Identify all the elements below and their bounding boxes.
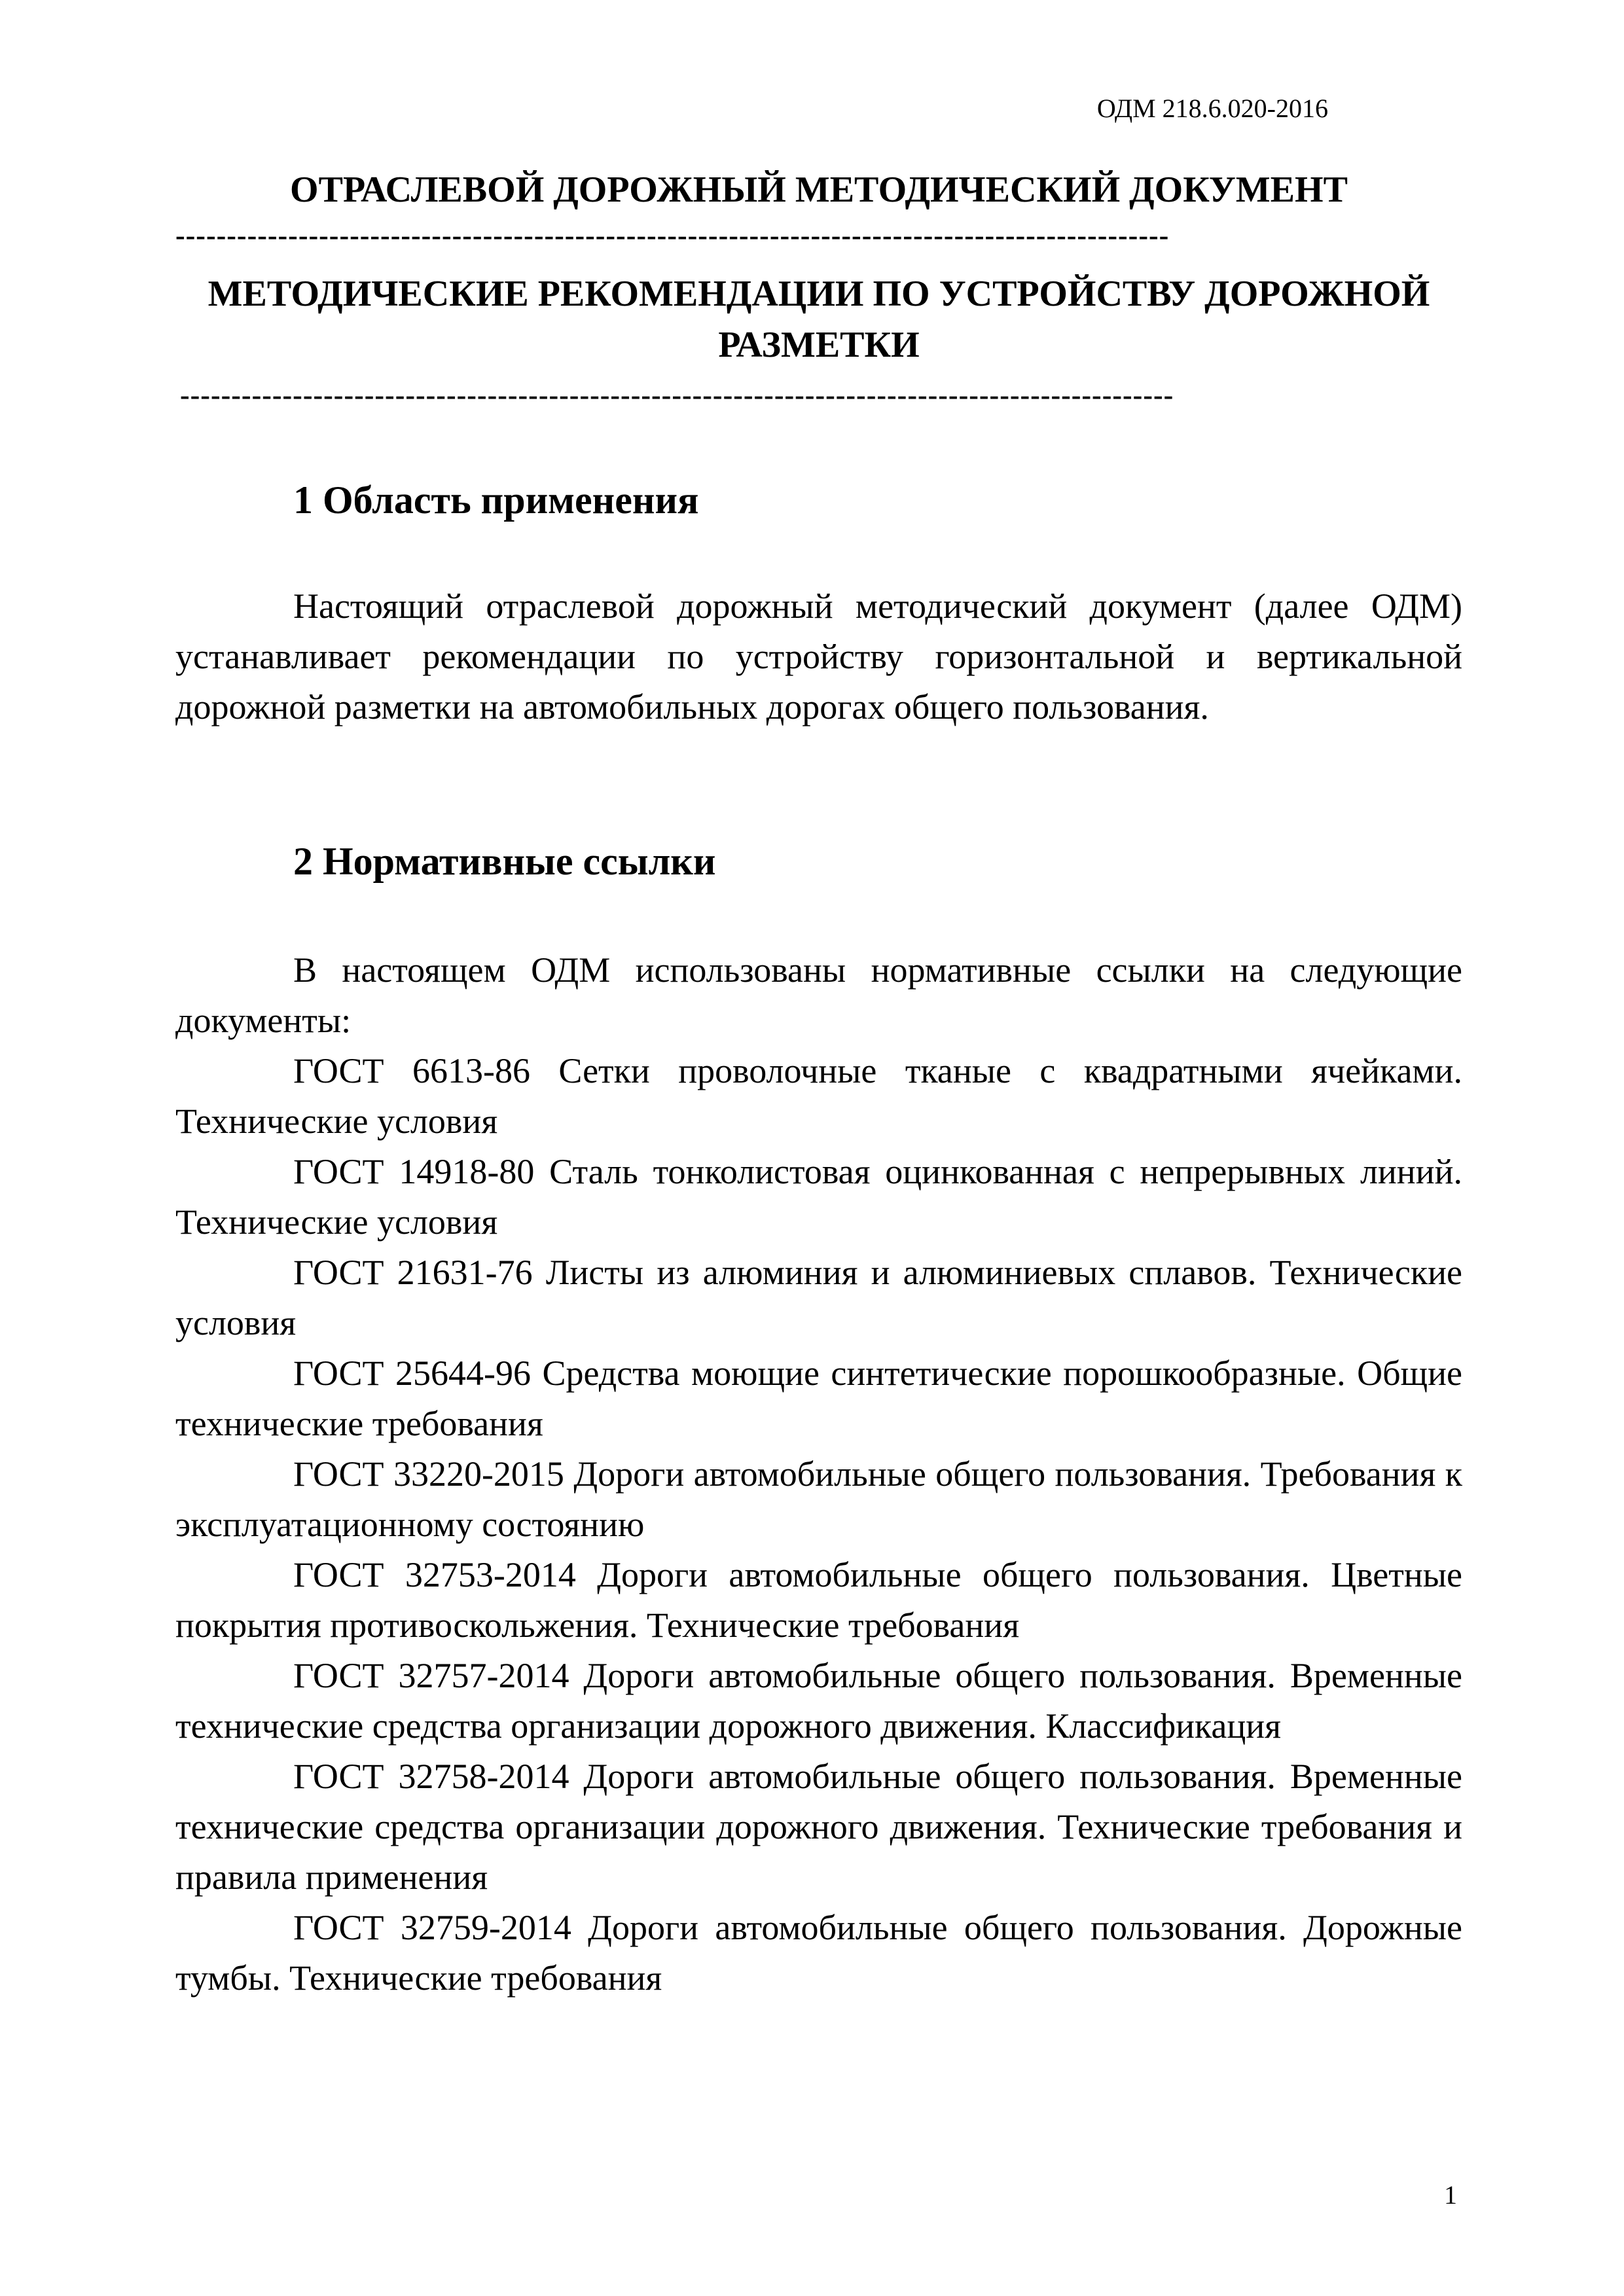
reference-item: ГОСТ 32753-2014 Дороги автомобильные общего пользования. Цветные покрытия противоскольжения. Технические требования — [175, 1555, 1462, 1645]
reference-item: ГОСТ 25644-96 Средства моющие синтетические порошкообразные. Общие технические требования — [175, 1354, 1462, 1443]
reference-item: ГОСТ 32758-2014 Дороги автомобильные общего пользования. Временные технические средства организации дорожного движения. Технические требования и правила применения — [175, 1757, 1462, 1897]
document-type-heading: ОТРАСЛЕВОЙ ДОРОЖНЫЙ МЕТОДИЧЕСКИЙ ДОКУМЕНТ — [290, 170, 1348, 210]
scope-paragraph-block — [175, 581, 1462, 732]
reference-item: ГОСТ 32757-2014 Дороги автомобильные общего пользования. Временные технические средства организации дорожного движения. Классификация — [175, 1656, 1462, 1746]
references-intro: В настоящем ОДМ использованы нормативные ссылки на следующие документы: — [175, 950, 1462, 1040]
reference-item: ГОСТ 33220-2015 Дороги автомобильные общего пользования. Требования к эксплуатационному состоянию — [175, 1454, 1462, 1544]
separator-line: ------------------------------------------------------------------------------------------------- — [180, 382, 1174, 408]
document-title: МЕТОДИЧЕСКИЕ РЕКОМЕНДАЦИИ ПО УСТРОЙСТВУ ДОРОЖНОЙ РАЗМЕТКИ — [208, 274, 1430, 365]
references-list — [175, 1046, 1462, 2003]
document-code: ОДМ 218.6.020-2016 — [1096, 94, 1328, 123]
scope-paragraph: Настоящий отраслевой дорожный методический документ (далее ОДМ) устанавливает рекомендации по устройству горизонтальной и вертикальной дорожной разметки на автомобильных дорогах общего пользования. — [175, 586, 1462, 726]
reference-item: ГОСТ 6613-86 Сетки проволочные тканые с квадратными ячейками. Технические условия — [175, 1051, 1462, 1141]
separator-line: ------------------------------------------------------------------------------------------------- — [175, 223, 1170, 249]
reference-item: ГОСТ 21631-76 Листы из алюминия и алюминиевых сплавов. Технические условия — [175, 1253, 1462, 1342]
references-intro-block — [175, 945, 1462, 1046]
reference-item: ГОСТ 14918-80 Сталь тонколистовая оцинкованная с непрерывных линий. Технические условия — [175, 1152, 1462, 1242]
page-number: 1 — [1444, 2180, 1457, 2210]
section-heading-references: 2 Нормативные ссылки — [293, 840, 716, 883]
section-heading-scope: 1 Область применения — [293, 478, 699, 522]
reference-item: ГОСТ 32759-2014 Дороги автомобильные общего пользования. Дорожные тумбы. Технические требования — [175, 1908, 1462, 1998]
